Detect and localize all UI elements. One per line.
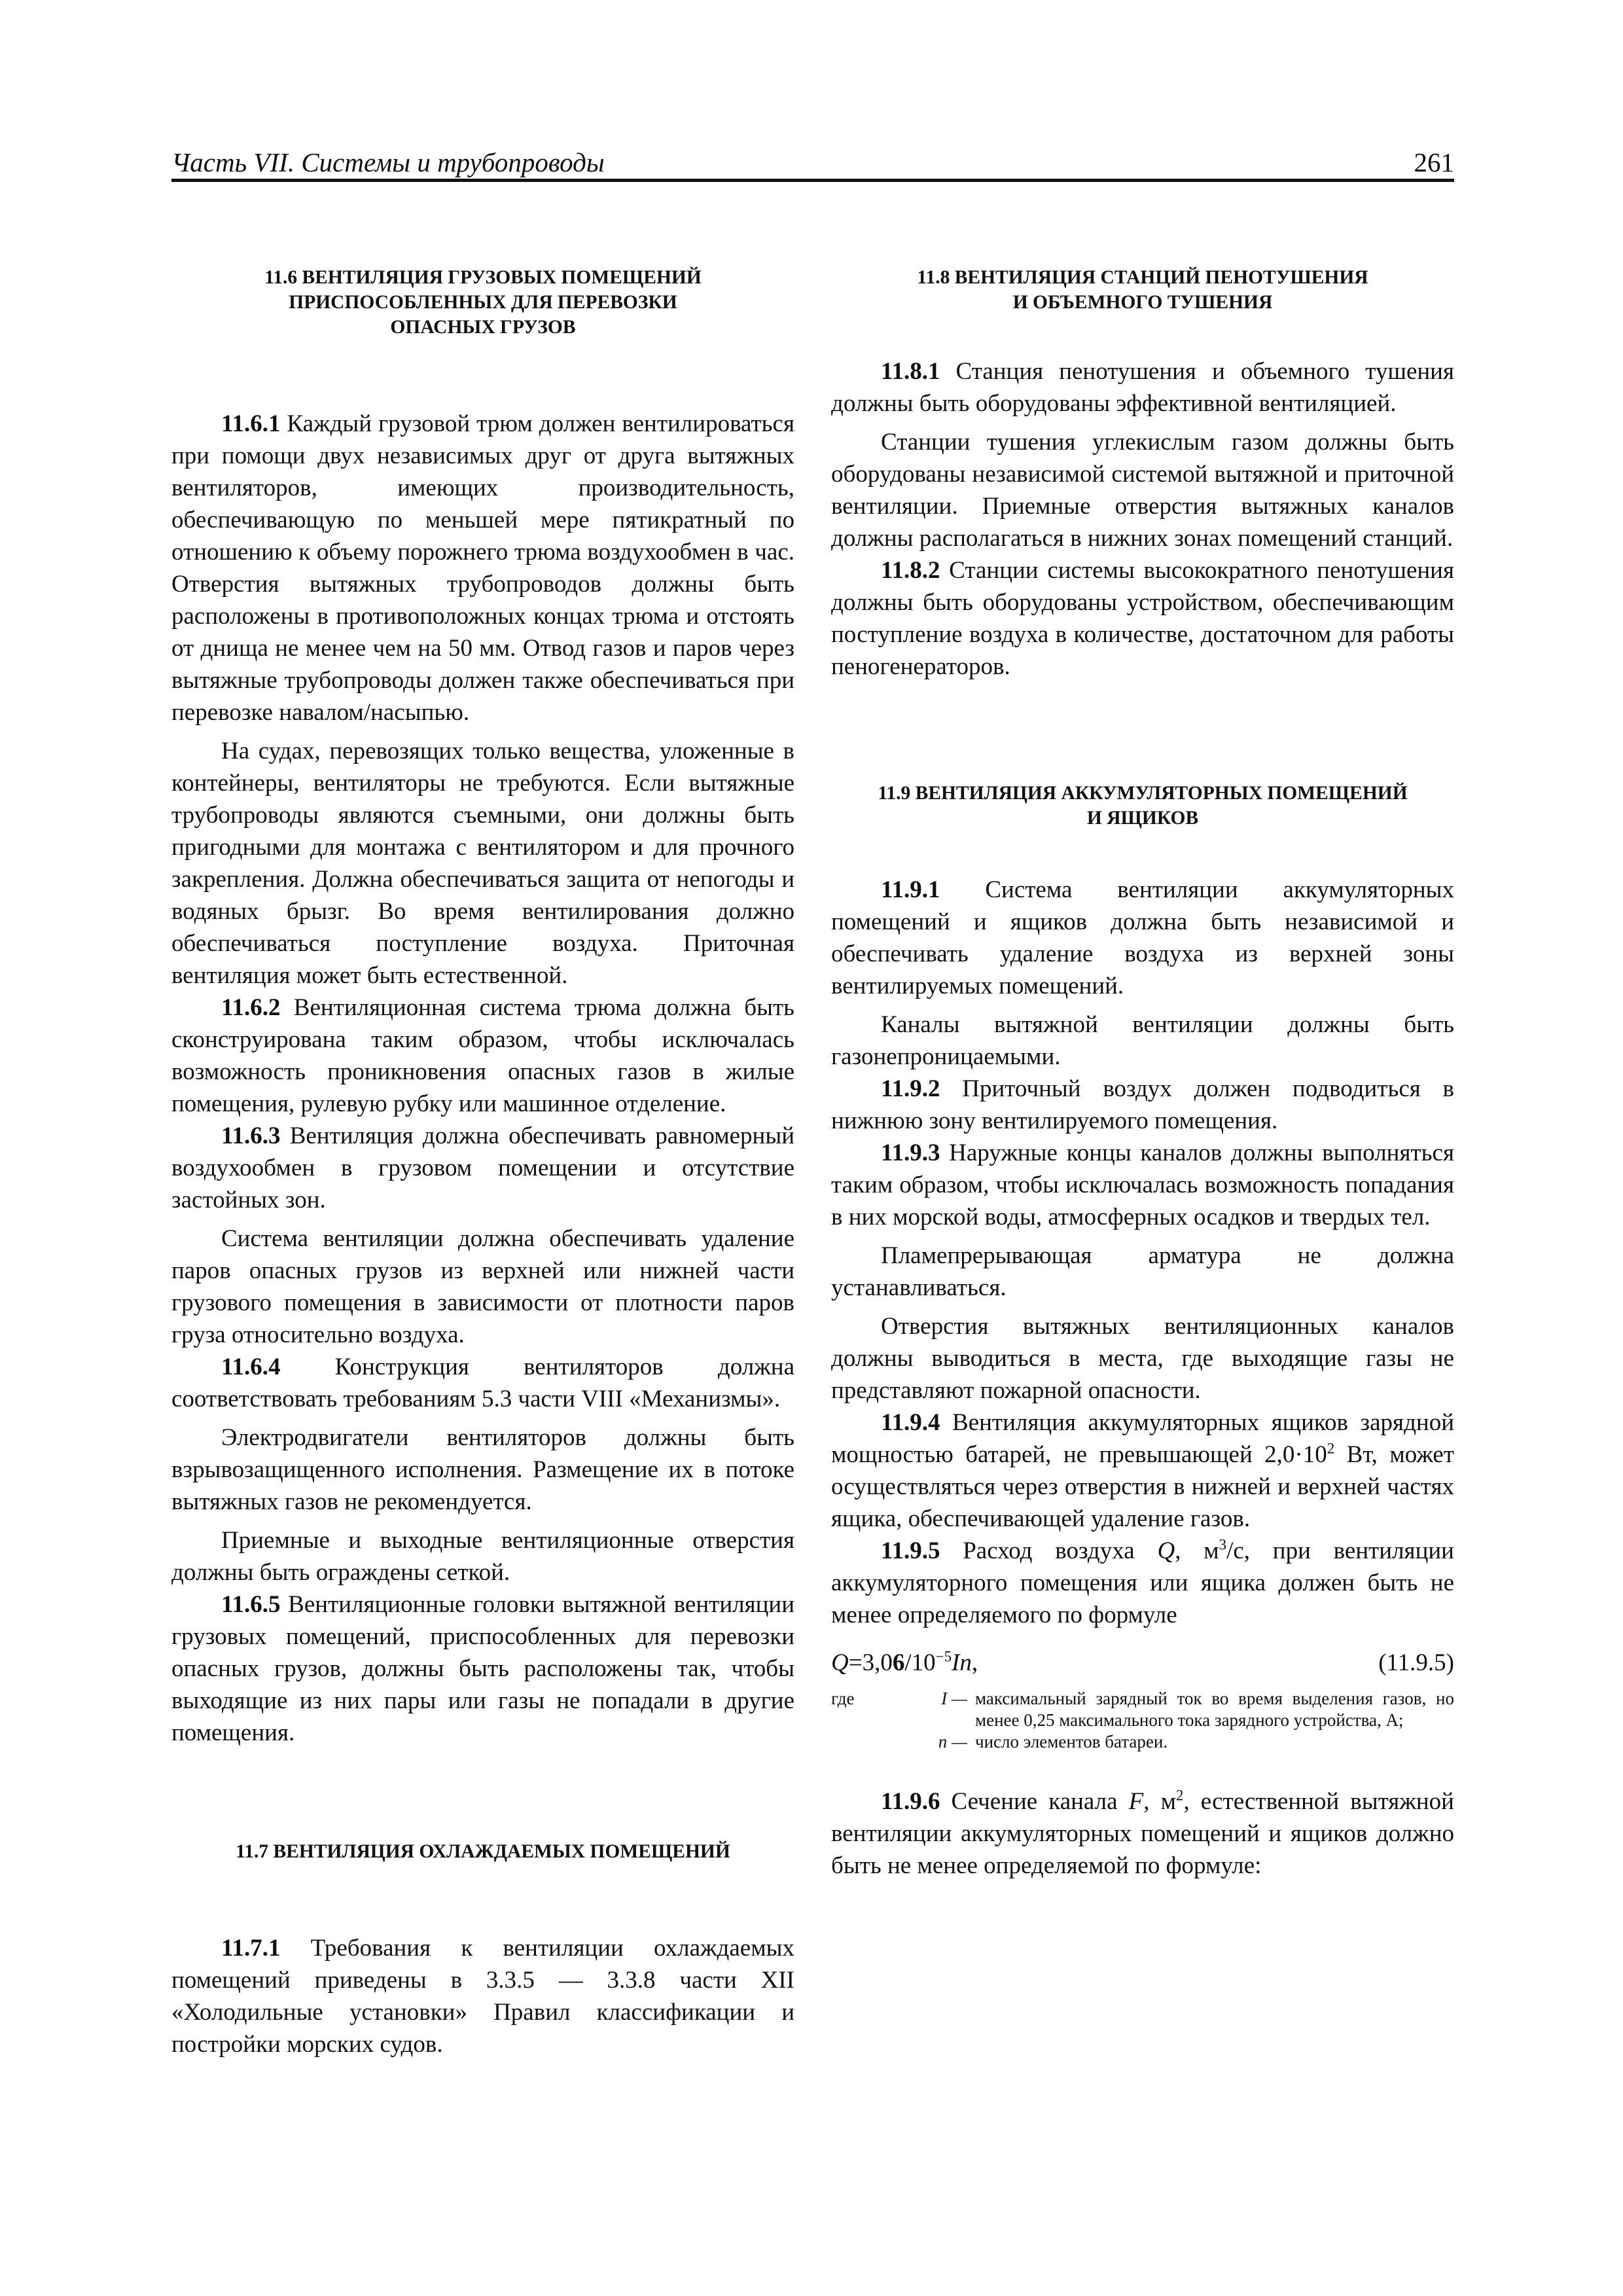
clause-number: 11.6.2 (221, 994, 281, 1021)
paragraph-11-6-2: 11.6.2 Вентиляционная система трюма должна быть сконструирована таким образом, чтобы исключалась возможность проникновения опасных газов в жилые помещения, рулевую рубку или машинное отделение. (171, 994, 794, 1117)
paragraph: Станции тушения углекислым газом должны быть оборудованы независимой системой вытяжной и приточной вентиляции. Приемные отверстия вытяжных каналов должны располагаться в нижних зонах помещений станций. (831, 429, 1454, 552)
legend-symbol: n — (938, 1732, 967, 1751)
paragraph-11-9-2: 11.9.2 Приточный воздух должен подводиться в нижнюю зону вентилируемого помещения. (831, 1075, 1454, 1134)
section-heading-11-7: 11.7 ВЕНТИЛЯЦИЯ ОХЛАЖДАЕМЫХ ПОМЕЩЕНИЙ (236, 1841, 730, 1862)
paragraph: Электродвигатели вентиляторов должны быть взрывозащищенного исполнения. Размещение их в потоке вытяжных газов не рекомендуется. (171, 1424, 794, 1515)
paragraph-11-7-1: 11.7.1 Требования к вентиляции охлаждаемых помещений приведены в 3.3.5 — 3.3.8 части XII «Холодильные установки» Правил классификации и постройки морских судов. (171, 1935, 794, 2058)
clause-number: 11.6.3 (221, 1122, 281, 1149)
paragraph-11-9-3: 11.9.3 Наружные концы каналов должны выполняться таким образом, чтобы исключалась возможность попадания в них морской воды, атмосферных осадков и твердых тел. (831, 1139, 1454, 1230)
paragraph-11-9-4: 11.9.4 Вентиляция аккумуляторных ящиков зарядной мощностью батарей, не превышающей $2,0\cdot 10^2$ Вт, может осуществляться через отверстия в нижней и верхней частях ящика, обеспечивающей удаление газов. (831, 1409, 1454, 1532)
legend-description: максимальный зарядный ток во время выделения газов, но менее 0,25 максимального тока зарядного устройства, А; (975, 1689, 1454, 1730)
paragraph-11-6-3: 11.6.3 Вентиляция должна обеспечивать равномерный воздухообмен в грузовом помещении и отсутствие застойных зон. (171, 1122, 794, 1213)
paragraph-11-6-4: 11.6.4 Конструкция вентиляторов должна соответствовать требованиям 5.3 части VIII «Механизмы». (171, 1354, 794, 1412)
running-header-title: Часть VII. Системы и трубопроводы (171, 147, 605, 177)
section-heading-11-8: 11.8 ВЕНТИЛЯЦИЯ СТАНЦИЙ ПЕНОТУШЕНИЯ И ОБЪЕМНОГО ТУШЕНИЯ (917, 267, 1368, 313)
clause-number: 11.9.1 (881, 876, 940, 903)
paragraph: Приемные и выходные вентиляционные отверстия должны быть ограждены сеткой. (171, 1527, 794, 1586)
legend-symbol: I — (941, 1689, 967, 1708)
section-heading-11-9: 11.9 ВЕНТИЛЯЦИЯ АККУМУЛЯТОРНЫХ ПОМЕЩЕНИЙ И ЯЩИКОВ (878, 783, 1408, 829)
section-heading-11-6: 11.6 ВЕНТИЛЯЦИЯ ГРУЗОВЫХ ПОМЕЩЕНИЙ ПРИСПОСОБЛЕННЫХ ДЛЯ ПЕРЕВОЗКИ ОПАСНЫХ ГРУЗОВ (264, 267, 702, 338)
left-column (171, 265, 794, 2060)
clause-number: 11.6.1 (221, 410, 281, 437)
formula-expression: $Q=3,06/10^{-5}In$, (831, 1648, 978, 1676)
paragraph-11-6-5: 11.6.5 Вентиляционные головки вытяжной вентиляции грузовых помещений, приспособленных для перевозки опасных грузов, должны быть расположены так, чтобы выходящие из них пары или газы не попадали в другие помещения. (171, 1591, 794, 1746)
paragraph: Отверстия вытяжных вентиляционных каналов должны выводиться в места, где выходящие газы не представляют пожарной опасности. (831, 1313, 1454, 1404)
legend-description: число элементов батареи. (975, 1732, 1168, 1751)
clause-number: 11.8.1 (881, 358, 940, 385)
clause-number: 11.9.3 (881, 1139, 940, 1166)
page-number: 261 (1414, 147, 1454, 177)
paragraph-11-9-1: 11.9.1 Система вентиляции аккумуляторных помещений и ящиков должна быть независимой и обеспечивать удаление воздуха из верхней зоны вентилируемых помещений. (831, 876, 1454, 999)
formula-legend (831, 1688, 1454, 1753)
right-column (831, 265, 1454, 1882)
formula-11-9-5 (831, 1647, 1454, 1679)
paragraph: Каналы вытяжной вентиляции должны быть газонепроницаемыми. (831, 1011, 1454, 1070)
paragraph-11-9-5: 11.9.5 Расход воздуха Q, $м^3/с$, при вентиляции аккумуляторного помещения или ящика должен быть не менее определяемого по формуле (831, 1536, 1454, 1628)
formula-number: (11.9.5) (1378, 1649, 1454, 1676)
clause-number: 11.9.4 (881, 1409, 940, 1436)
clause-number: 11.9.6 (881, 1788, 940, 1815)
paragraph: Система вентиляции должна обеспечивать удаление паров опасных грузов из верхней или нижней части грузового помещения в зависимости от плотности паров груза относительно воздуха. (171, 1225, 794, 1348)
clause-number: 11.7.1 (221, 1935, 281, 1962)
clause-number: 11.8.2 (881, 557, 940, 584)
paragraph-11-8-2: 11.8.2 Станции системы высокократного пенотушения должны быть оборудованы устройством, обеспечивающим поступление воздуха в количестве, достаточном для работы пеногенераторов. (831, 557, 1454, 680)
where-word: где (831, 1689, 855, 1708)
header-rule (171, 179, 1454, 182)
clause-number: 11.6.4 (221, 1354, 281, 1380)
paragraph-11-6-1: 11.6.1 Каждый грузовой трюм должен вентилироваться при помощи двух независимых друг от друга вытяжных вентиляторов, имеющих производительность, обеспечивающую по меньшей мере пятикратный по отношению к объему порожнего трюма воздухообмен в час. Отверстия вытяжных трубопроводов должны быть расположены в противоположных концах трюма и отстоять от днища не менее чем на 50 мм. Отвод газов и паров через вытяжные трубопроводы должен также обеспечиваться при перевозке навалом/насыпью. (171, 410, 794, 726)
paragraph-11-8-1: 11.8.1 Станция пенотушения и объемного тушения должны быть оборудованы эффективной вентиляцией. (831, 358, 1454, 417)
paragraph-11-9-6: 11.9.6 Сечение канала F, $м^2$, естественной вытяжной вентиляции аккумуляторных помещений и ящиков должно быть не менее определяемой по формуле: (831, 1787, 1454, 1879)
paragraph: Пламепрерывающая арматура не должна устанавливаться. (831, 1242, 1454, 1301)
clause-number: 11.9.5 (881, 1537, 940, 1564)
clause-number: 11.6.5 (221, 1591, 281, 1618)
clause-number: 11.9.2 (881, 1075, 940, 1102)
paragraph: На судах, перевозящих только вещества, уложенные в контейнеры, вентиляторы не требуются. Если вытяжные трубопроводы являются съемными, они должны быть пригодными для монтажа с вентилятором и для прочного закрепления. Должна обеспечиваться защита от непогоды и водяных брызг. Во время вентилирования должно обеспечиваться поступление воздуха. Приточная вентиляция может быть естественной. (171, 738, 794, 989)
